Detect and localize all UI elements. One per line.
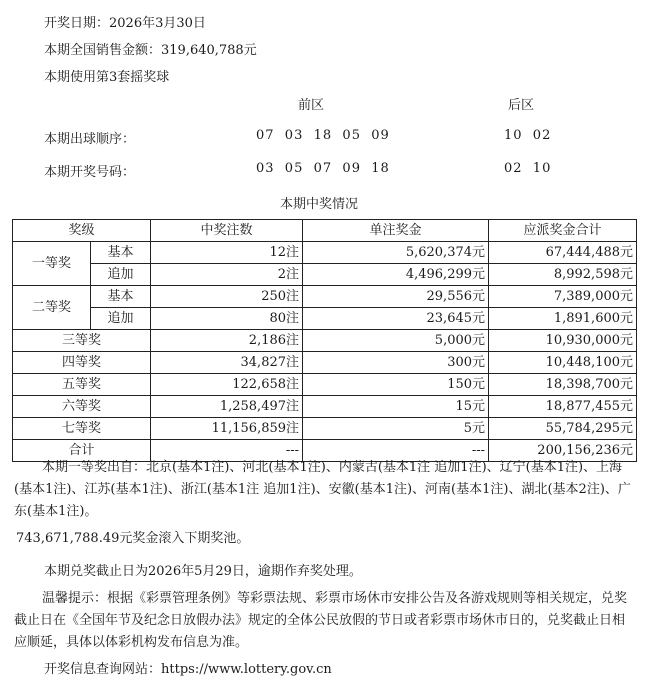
first-basic-total: 67,444,488元: [489, 242, 637, 264]
first-prize-origin: 本期一等奖出自：北京(基本1注)、河北(基本1注)、内蒙古(基本1注 追加1注)、辽宁(基本1注)、上海(基本1注)、江苏(基本1注)、浙江(基本1注 追加1注)、安徽(基本1注)、河南(基本1注)、湖北(基本2注)、广东(基本1注)。: [14, 460, 631, 519]
prize-count: 1,258,497注: [151, 396, 303, 418]
prize-level-name: 五等奖: [13, 374, 151, 396]
second-prize-name: 二等奖: [13, 286, 91, 330]
prize-amount: 15元: [303, 396, 489, 418]
table-row: [13, 374, 637, 396]
col-header-level: 奖级: [13, 220, 151, 242]
second-extra-count: 80注: [151, 308, 303, 330]
first-extra-prize: 4,496,299元: [303, 264, 489, 286]
table-row: [13, 352, 637, 374]
prize-amount: 5,000元: [303, 330, 489, 352]
front-zone-label: 前区: [298, 98, 325, 113]
jackpot-rollover: 743,671,788.49元奖金滚入下期奖池。: [16, 531, 250, 546]
first-extra-total: 8,992,598元: [489, 264, 637, 286]
second-extra-total: 1,891,600元: [489, 308, 637, 330]
table-row: [13, 242, 637, 264]
prize-total: 18,398,700元: [489, 374, 637, 396]
winning-numbers-label: 本期开奖号码：: [44, 165, 136, 180]
prize-amount: 150元: [303, 374, 489, 396]
table-row: [13, 264, 637, 286]
ball-set-info: 本期使用第3套摇奖球: [44, 70, 170, 85]
second-basic-count: 250注: [151, 286, 303, 308]
draw-date: 开奖日期：2026年3月30日: [44, 16, 206, 31]
winning-numbers-back: 02 10: [504, 161, 552, 176]
prize-table: [12, 219, 637, 462]
prize-amount: 300元: [303, 352, 489, 374]
sum-total: 200,156,236元: [489, 440, 637, 462]
col-header-count: 中奖注数: [151, 220, 303, 242]
draw-order-back: 10 02: [504, 128, 552, 143]
col-header-prize: 单注奖金: [303, 220, 489, 242]
table-row: [13, 396, 637, 418]
second-basic-prize: 29,556元: [303, 286, 489, 308]
first-basic-prize: 5,620,374元: [303, 242, 489, 264]
table-caption: 本期中奖情况: [280, 197, 359, 212]
first-basic-count: 12注: [151, 242, 303, 264]
first-prize-name: 一等奖: [13, 242, 91, 286]
second-basic-total: 7,389,000元: [489, 286, 637, 308]
prize-total: 55,784,295元: [489, 418, 637, 440]
prize-amount: 5元: [303, 418, 489, 440]
table-row: [13, 308, 637, 330]
query-website[interactable]: 开奖信息查询网站：https://www.lottery.gov.cn: [44, 662, 332, 677]
prize-level-name: 四等奖: [13, 352, 151, 374]
claim-deadline: 本期兑奖截止日为2026年5月29日，逾期作弃奖处理。: [44, 564, 362, 579]
prize-total: 10,448,100元: [489, 352, 637, 374]
back-zone-label: 后区: [508, 98, 535, 113]
prize-count: 122,658注: [151, 374, 303, 396]
first-basic-label: 基本: [91, 242, 151, 264]
table-row: [13, 286, 637, 308]
prize-level-name: 六等奖: [13, 396, 151, 418]
prize-count: 34,827注: [151, 352, 303, 374]
table-header-row: [13, 220, 637, 242]
table-row: [13, 418, 637, 440]
sum-count: ---: [151, 440, 303, 462]
winning-numbers-front: 03 05 07 09 18: [256, 161, 390, 176]
prize-level-name: 三等奖: [13, 330, 151, 352]
second-extra-label: 追加: [91, 308, 151, 330]
prize-count: 11,156,859注: [151, 418, 303, 440]
second-basic-label: 基本: [91, 286, 151, 308]
draw-order-front: 07 03 18 05 09: [256, 128, 390, 143]
sum-prize: ---: [303, 440, 489, 462]
prize-total: 10,930,000元: [489, 330, 637, 352]
first-extra-label: 追加: [91, 264, 151, 286]
table-row: [13, 330, 637, 352]
national-sales: 本期全国销售金额：319,640,788元: [44, 43, 257, 58]
first-extra-count: 2注: [151, 264, 303, 286]
draw-order-label: 本期出球顺序：: [44, 132, 136, 147]
prize-total: 18,877,455元: [489, 396, 637, 418]
prize-count: 2,186注: [151, 330, 303, 352]
warm-tip: 温馨提示：根据《彩票管理条例》等彩票法规、彩票市场休市安排公告及各游戏规则等相关规定，兑奖截止日在《全国年节及纪念日放假办法》规定的全体公民放假的节日或者彩票市场休市日的，兑奖截止日相应顺延，具体以体彩机构发布信息为准。: [14, 591, 628, 650]
second-extra-prize: 23,645元: [303, 308, 489, 330]
prize-level-name: 七等奖: [13, 418, 151, 440]
col-header-total: 应派奖金合计: [489, 220, 637, 242]
sum-label: 合计: [13, 440, 151, 462]
